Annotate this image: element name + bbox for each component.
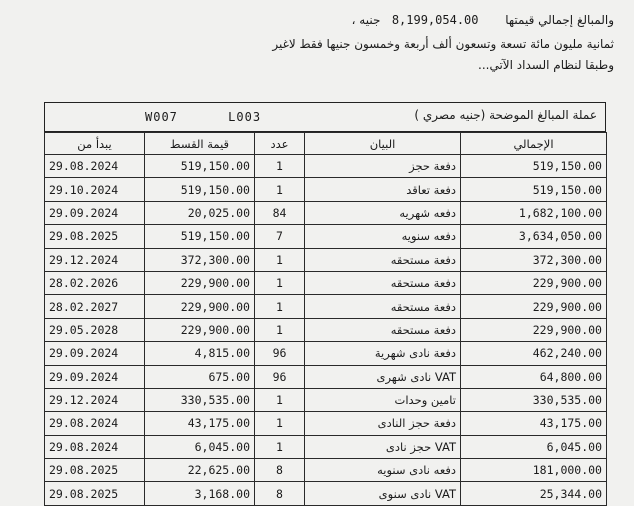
table-row (45, 271, 607, 294)
total-cell: 43,175.00 (461, 412, 607, 435)
table-row (45, 155, 607, 178)
total-amount: 8,199,054.00 (391, 13, 479, 27)
installment-cell: 4,815.00 (145, 342, 255, 365)
installment-cell: 519,150.00 (145, 225, 255, 248)
table-row (45, 248, 607, 271)
installment-cell: 229,900.00 (145, 318, 255, 341)
description-cell: دفعة تعاقد (305, 178, 461, 201)
total-cell: 6,045.00 (461, 435, 607, 458)
column-header-description: البيان (305, 133, 461, 155)
count-cell: 1 (255, 295, 305, 318)
total-cell: 25,344.00 (461, 482, 607, 505)
table-row (45, 459, 607, 482)
installment-cell: 519,150.00 (145, 178, 255, 201)
description-cell: دفعة حجز (305, 155, 461, 178)
table-row (45, 225, 607, 248)
count-cell: 1 (255, 388, 305, 411)
start-date-cell: 28.02.2026 (45, 271, 145, 294)
installment-cell: 519,150.00 (145, 155, 255, 178)
table-row (45, 365, 607, 388)
description-cell: VAT نادى شهرى (305, 365, 461, 388)
table-row (45, 295, 607, 318)
total-cell: 229,900.00 (461, 295, 607, 318)
description-cell: دفعة مستحقه (305, 271, 461, 294)
installment-cell: 229,900.00 (145, 295, 255, 318)
total-cell: 229,900.00 (461, 271, 607, 294)
total-cell: 1,682,100.00 (461, 201, 607, 224)
installment-cell: 20,025.00 (145, 201, 255, 224)
table-row (45, 412, 607, 435)
start-date-cell: 29.08.2025 (45, 459, 145, 482)
count-cell: 96 (255, 365, 305, 388)
start-date-cell: 29.05.2028 (45, 318, 145, 341)
count-cell: 1 (255, 155, 305, 178)
table-row (45, 178, 607, 201)
start-date-cell: 29.12.2024 (45, 388, 145, 411)
schedule-table (44, 132, 607, 506)
count-cell: 1 (255, 271, 305, 294)
code-2: L003 (228, 110, 262, 124)
intro-line-3: وطبقا لنظام السداد الآتي... (478, 58, 614, 72)
table-row (45, 342, 607, 365)
total-cell: 3,634,050.00 (461, 225, 607, 248)
start-date-cell: 29.08.2024 (45, 155, 145, 178)
total-cell: 181,000.00 (461, 459, 607, 482)
count-cell: 1 (255, 435, 305, 458)
start-date-cell: 29.09.2024 (45, 201, 145, 224)
start-date-cell: 29.08.2025 (45, 482, 145, 505)
installment-cell: 6,045.00 (145, 435, 255, 458)
table-row (45, 435, 607, 458)
start-date-cell: 29.08.2024 (45, 435, 145, 458)
description-cell: VAT نادى سنوى (305, 482, 461, 505)
table-row (45, 201, 607, 224)
table-row (45, 482, 607, 505)
installment-cell: 22,625.00 (145, 459, 255, 482)
start-date-cell: 29.08.2024 (45, 412, 145, 435)
total-cell: 372,300.00 (461, 248, 607, 271)
table-row (45, 388, 607, 411)
intro-line-1-suffix: جنيه ، (351, 13, 381, 27)
description-cell: دفعة مستحقه (305, 318, 461, 341)
total-cell: 229,900.00 (461, 318, 607, 341)
total-cell: 462,240.00 (461, 342, 607, 365)
table-body (45, 155, 607, 506)
count-cell: 1 (255, 318, 305, 341)
column-header-start: يبدأ من (45, 133, 145, 155)
description-cell: تامين وحدات (305, 388, 461, 411)
installment-cell: 3,168.00 (145, 482, 255, 505)
currency-note: عملة المبالغ الموضحة (جنيه مصري ) (414, 108, 597, 122)
count-cell: 1 (255, 248, 305, 271)
total-cell: 519,150.00 (461, 178, 607, 201)
description-cell: دفعه سنويه (305, 225, 461, 248)
description-cell: دفعة مستحقه (305, 295, 461, 318)
installment-cell: 229,900.00 (145, 271, 255, 294)
description-cell: VAT حجز نادى (305, 435, 461, 458)
start-date-cell: 29.12.2024 (45, 248, 145, 271)
intro-line-2: ثمانية مليون مائة تسعة وتسعون ألف أربعة وخمسون جنيها فقط لاغير (272, 37, 614, 51)
count-cell: 84 (255, 201, 305, 224)
installment-cell: 372,300.00 (145, 248, 255, 271)
description-cell: دفعة حجز النادى (305, 412, 461, 435)
count-cell: 7 (255, 225, 305, 248)
start-date-cell: 29.09.2024 (45, 365, 145, 388)
start-date-cell: 29.09.2024 (45, 342, 145, 365)
count-cell: 1 (255, 178, 305, 201)
intro-line-1-text: والمبالغ إجمالي قيمتها (505, 13, 614, 27)
total-cell: 330,535.00 (461, 388, 607, 411)
table-row (45, 318, 607, 341)
installment-cell: 675.00 (145, 365, 255, 388)
start-date-cell: 29.08.2025 (45, 225, 145, 248)
table-header-row (45, 133, 607, 155)
description-cell: دفعه شهريه (305, 201, 461, 224)
installment-cell: 330,535.00 (145, 388, 255, 411)
currency-header (44, 102, 606, 132)
total-cell: 519,150.00 (461, 155, 607, 178)
description-cell: دفعه نادى سنويه (305, 459, 461, 482)
count-cell: 96 (255, 342, 305, 365)
total-cell: 64,800.00 (461, 365, 607, 388)
count-cell: 1 (255, 412, 305, 435)
installment-cell: 43,175.00 (145, 412, 255, 435)
intro-line-1 (352, 13, 614, 27)
start-date-cell: 29.10.2024 (45, 178, 145, 201)
code-1: W007 (145, 110, 178, 124)
column-header-installment: قيمة القسط (145, 133, 255, 155)
column-header-count: عدد (255, 133, 305, 155)
column-header-total: الإجمالي (461, 133, 607, 155)
description-cell: دفعة مستحقه (305, 248, 461, 271)
unit-codes (145, 110, 303, 124)
count-cell: 8 (255, 482, 305, 505)
count-cell: 8 (255, 459, 305, 482)
start-date-cell: 28.02.2027 (45, 295, 145, 318)
description-cell: دفعة نادى شهرية (305, 342, 461, 365)
